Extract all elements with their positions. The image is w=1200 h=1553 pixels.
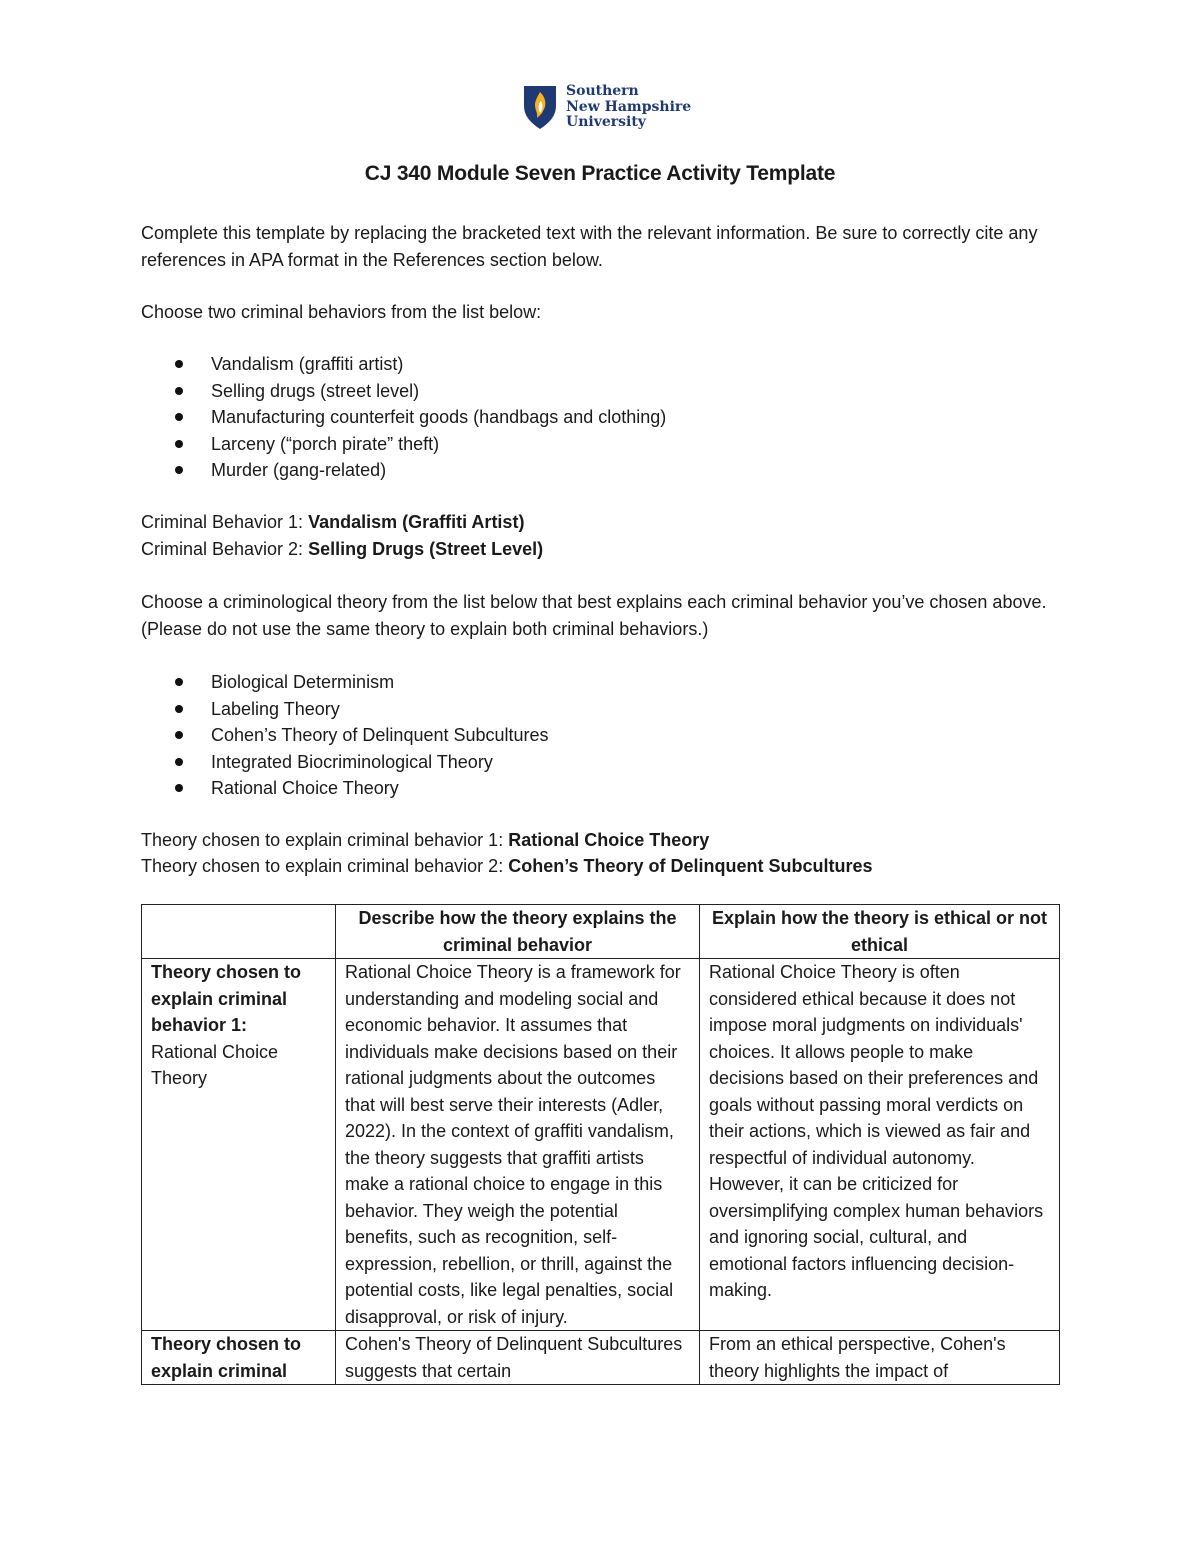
list-item: Integrated Biocriminological Theory	[141, 749, 1041, 776]
list-item: Selling drugs (street level)	[141, 378, 1041, 405]
bullet-icon	[175, 413, 183, 421]
table-header-cell	[142, 905, 336, 959]
selected-behavior-value: Vandalism (Graffiti Artist)	[308, 512, 525, 532]
bullet-icon	[175, 705, 183, 713]
describe-cell: Rational Choice Theory is a framework for understanding and modeling social and economic behavior. It assumes that individuals make decisions based on their rational judgments about the outcomes that will best serve their interests (Adler, 2022). In the context of graffiti vandalism, the theory suggests that graffiti artists make a rational choice to engage in this behavior. They weigh the potential benefits, such as recognition, self-expression, rebellion, or thrill, against the potential costs, like legal penalties, social disapproval, or risk of injury.	[336, 959, 700, 1331]
table-header-row	[142, 905, 1060, 959]
logo-wordmark	[566, 84, 691, 131]
logo-line: University	[566, 114, 646, 130]
theories-list	[141, 669, 1041, 802]
logo-line: Southern	[566, 83, 639, 99]
logo-line: New Hampshire	[566, 98, 692, 115]
table-header-cell: Describe how the theory explains the criminal behavior	[336, 905, 700, 959]
university-logo	[522, 84, 702, 134]
selected-theory-1: Theory chosen to explain criminal behavior 1: Rational Choice Theory	[141, 830, 710, 850]
selected-theory-2: Theory chosen to explain criminal behavior 2: Cohen’s Theory of Delinquent Subcultures	[141, 856, 873, 876]
intro-paragraph: Complete this template by replacing the bracketed text with the relevant information. Be sure to correctly cite any references in APA format in the References section below.	[141, 223, 1038, 270]
selected-behavior-1: Criminal Behavior 1: Vandalism (Graffiti Artist)	[141, 512, 525, 532]
bullet-icon	[175, 466, 183, 474]
bullet-icon	[175, 360, 183, 368]
selected-behavior-value: Selling Drugs (Street Level)	[308, 539, 544, 559]
list-item: Biological Determinism	[141, 669, 1041, 696]
list-item: Labeling Theory	[141, 696, 1041, 723]
selected-behavior-2: Criminal Behavior 2: Selling Drugs (Street Level)	[141, 539, 544, 559]
behaviors-prompt: Choose two criminal behaviors from the list below:	[141, 302, 542, 322]
row-label-cell	[142, 959, 336, 1331]
bullet-icon	[175, 387, 183, 395]
selected-theory-value: Rational Choice Theory	[508, 830, 710, 850]
describe-cell: Cohen's Theory of Delinquent Subcultures suggests that certain	[336, 1331, 700, 1385]
table-row	[142, 1331, 1060, 1385]
list-item: Rational Choice Theory	[141, 775, 1041, 802]
theory-table	[141, 904, 1060, 1385]
selected-theory-value: Cohen’s Theory of Delinquent Subcultures	[508, 856, 873, 876]
ethics-cell: Rational Choice Theory is often considered ethical because it does not impose moral judgments on individuals' choices. It allows people to make decisions based on their preferences and goals without passing moral verdicts on their actions, which is viewed as fair and respectful of individual autonomy. However, it can be criticized for oversimplifying complex human behaviors and ignoring social, cultural, and emotional factors influencing decision-making.	[700, 959, 1060, 1331]
flame-shield-icon	[522, 84, 558, 130]
bullet-icon	[175, 758, 183, 766]
row-label-bold: Theory chosen to explain criminal behavior 1:	[151, 962, 302, 1035]
table-header-cell: Explain how the theory is ethical or not ethical	[700, 905, 1060, 959]
list-item: Manufacturing counterfeit goods (handbags and clothing)	[141, 404, 1041, 431]
bullet-icon	[175, 440, 183, 448]
list-item: Vandalism (graffiti artist)	[141, 351, 1041, 378]
row-label-plain: Rational Choice Theory	[151, 1041, 279, 1088]
bullet-icon	[175, 784, 183, 792]
document-title: CJ 340 Module Seven Practice Activity Template	[364, 162, 836, 185]
table-row	[142, 959, 1060, 1331]
bullet-icon	[175, 678, 183, 686]
list-item: Cohen’s Theory of Delinquent Subcultures	[141, 722, 1041, 749]
list-item: Murder (gang-related)	[141, 457, 1041, 484]
row-label-bold: Theory chosen to explain criminal	[151, 1334, 302, 1381]
list-item: Larceny (“porch pirate” theft)	[141, 431, 1041, 458]
row-label-cell	[142, 1331, 336, 1385]
ethics-cell: From an ethical perspective, Cohen's theory highlights the impact of	[700, 1331, 1060, 1385]
bullet-icon	[175, 731, 183, 739]
theory-prompt: Choose a criminological theory from the list below that best explains each criminal behavior you’ve chosen above. (Please do not use the same theory to explain both criminal behaviors.)	[141, 592, 1047, 639]
behaviors-list	[141, 351, 1041, 484]
